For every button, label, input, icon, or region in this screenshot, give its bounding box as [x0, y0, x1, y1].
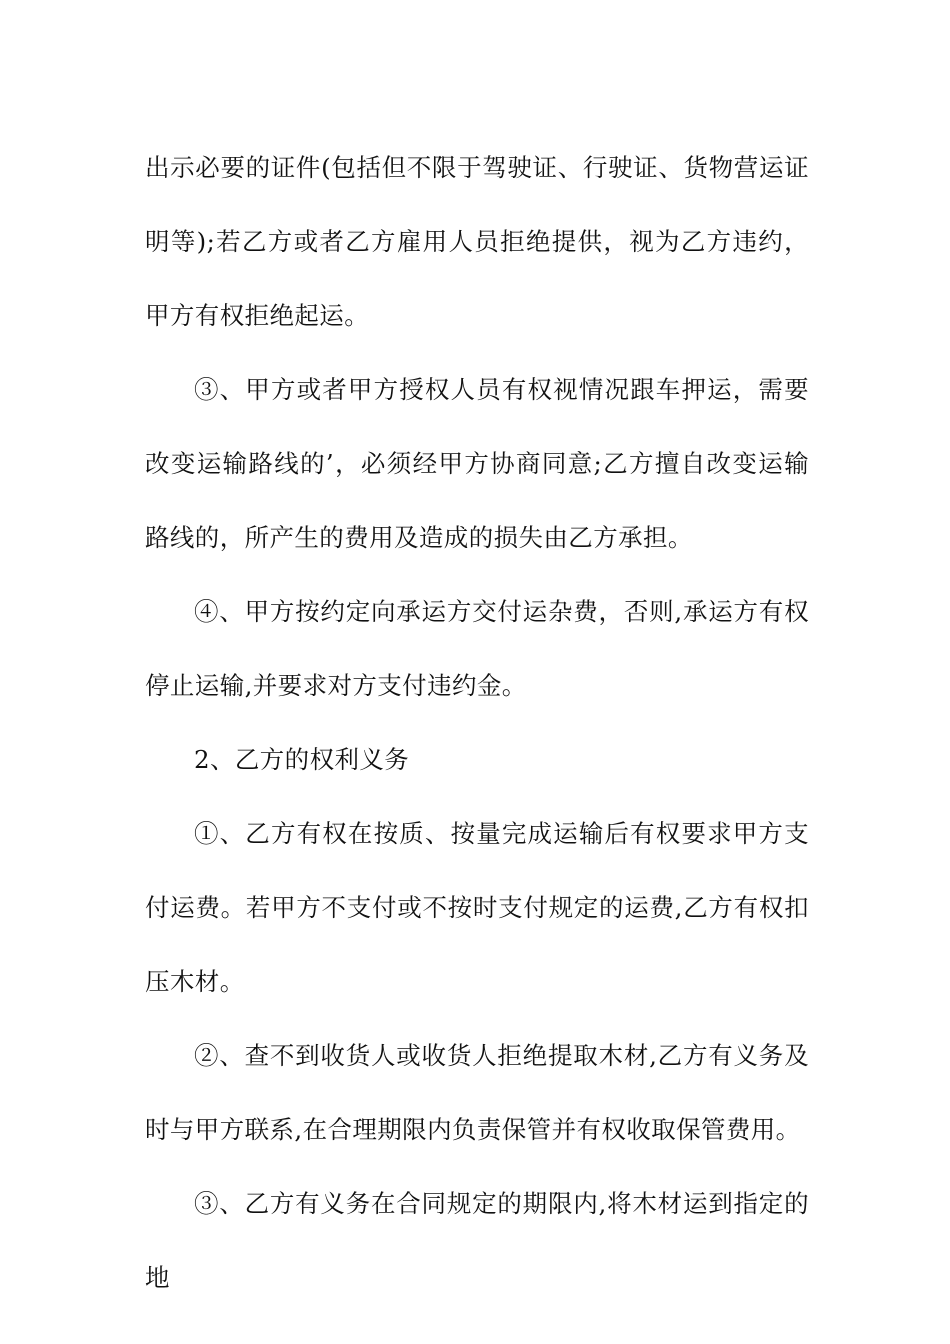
paragraph-escort-route: ③、甲方或者甲方授权人员有权视情况跟车押运，需要改变运输路线的’，必须经甲方协商同意;乙方擅自改变运输路线的，所产生的费用及造成的损失由乙方承担。 [145, 375, 809, 552]
paragraph-freight-payment: ④、甲方按约定向承运方交付运杂费，否则,承运方有权停止运输,并要求对方支付违约金。 [145, 597, 809, 700]
paragraph-right-to-payment: ①、乙方有权在按质、按量完成运输后有权要求甲方支付运费。若甲方不支付或不按时支付规定的运费,乙方有权扣压木材。 [145, 819, 809, 996]
paragraph-certificates: 出示必要的证件(包括但不限于驾驶证、行驶证、货物营运证明等);若乙方或者乙方雇用人员拒绝提供，视为乙方违约，甲方有权拒绝起运。 [145, 153, 809, 330]
section-heading-party-b-rights: 2、乙方的权利义务 [194, 745, 410, 774]
paragraph-delivery-deadline: ③、乙方有义务在合同规定的期限内,将木材运到指定的地 [145, 1189, 809, 1292]
document-body [145, 131, 809, 1315]
paragraph-consignee-missing: ②、查不到收货人或收货人拒绝提取木材,乙方有义务及时与甲方联系,在合理期限内负责保管并有权收取保管费用。 [145, 1041, 809, 1144]
